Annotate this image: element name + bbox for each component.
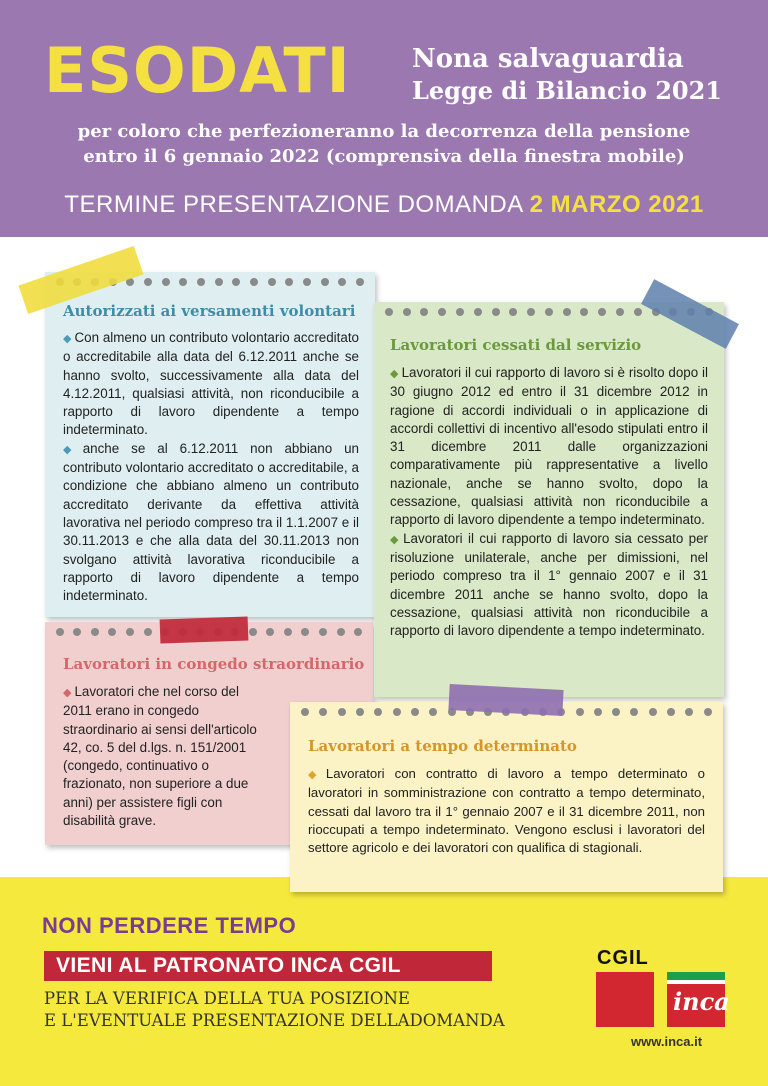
diamond-bullet-icon: ◆	[63, 687, 72, 699]
cta-text: VIENI AL PATRONATO INCA CGIL	[56, 954, 401, 977]
card-cessati-servizio	[374, 302, 724, 697]
cgil-logo-text: CGIL	[597, 947, 649, 969]
inca-logo	[667, 972, 730, 1027]
list-item: ◆ Lavoratori il cui rapporto di lavoro si è risolto dopo il 30 giugno 2012 ed entro il 31 dicembre 2012 in ragione di accordi individuali o in applicazione di accordi collettivi di incentivo all'esodo stipulati entro il 31 dicembre 2011 dalle organizzazioni comparativamente più rappresentative a livello nazionale, anche se hanno svolto, dopo la cessazione, qualsiasi attività non riconducibile a rapporto di lavoro dipendente a tempo indeterminato.	[390, 365, 708, 528]
card-tempo-determinato	[290, 702, 723, 892]
card-versamenti-volontari	[45, 272, 375, 617]
red-tape	[160, 616, 249, 643]
diamond-bullet-icon: ◆	[63, 333, 72, 345]
description-line-2: entro il 6 gennaio 2022 (comprensiva della finestra mobile)	[83, 146, 685, 167]
footer-line-1: PER LA VERIFICA DELLA TUA POSIZIONE	[44, 989, 410, 1008]
inca-logo-text: inca	[673, 987, 730, 1016]
page-title: ESODATI	[44, 34, 351, 107]
list-item: ◆ anche se al 6.12.2011 non abbiano un contributo volontario accreditato o accreditabile, a condizione che abbiano almeno un contributo accreditato derivante da effettiva attività lavorativa nel periodo compreso tra il 1.1.2007 e il 30.11.2013 e che alla data del 30.11.2013 non svolgano attività lavorativa riconducibile a rapporto di lavoro dipendente a tempo indeterminato.	[63, 440, 359, 604]
card-title: Lavoratori a tempo determinato	[308, 737, 577, 755]
subtitle-legge: Legge di Bilancio 2021	[412, 76, 722, 105]
card-title: Lavoratori cessati dal servizio	[390, 336, 642, 354]
diamond-bullet-icon: ◆	[390, 533, 401, 546]
deadline-label: TERMINE PRESENTAZIONE DOMANDA	[64, 191, 523, 218]
website-link[interactable]: www.inca.it	[631, 1034, 703, 1049]
diamond-bullet-icon: ◆	[63, 443, 80, 456]
subtitle-salvaguardia: Nona salvaguardia	[412, 44, 684, 74]
footer-description	[44, 988, 505, 1032]
diamond-bullet-icon: ◆	[390, 368, 399, 380]
footer-line-2: E L'EVENTUALE PRESENTAZIONE DELLADOMANDA	[44, 1011, 505, 1030]
card-title: Autorizzati ai versamenti volontari	[63, 302, 356, 320]
deadline-date: 2 MARZO 2021	[529, 191, 704, 218]
card-body	[308, 765, 705, 857]
card-body	[390, 364, 708, 640]
list-item: ◆ Lavoratori con contratto di lavoro a tempo determinato o lavoratori in somministrazione con contratto a tempo determinato, cessati dal lavoro tra il 1° gennaio 2007 e il 31 dicembre 2011, non rioccupati a tempo indeterminato. Vengono esclusi i lavoratori del settore agricolo e dei lavoratori con qualifica di stagionali.	[308, 766, 705, 856]
deadline-banner	[0, 190, 768, 220]
list-item: ◆ Con almeno un contributo volontario accreditato o accreditabile alla data del 6.12.2011 anche se hanno svolto, successivamente alla data del 4.12.2011, qualsiasi attività, non riconducibile a rapporto di lavoro dipendente a tempo indeterminato.	[63, 330, 359, 438]
list-item: ◆ Lavoratori che nel corso del 2011 erano in congedo straordinario ai sensi dell'articolo 42, co. 5 del d.lgs. n. 151/2001 (congedo, continuativo o frazionato, non superiore a due anni) per assistere figli con disabilità grave.	[63, 684, 257, 829]
description-line-1: per coloro che perfezioneranno la decorrenza della pensione	[77, 121, 691, 142]
footer-headline: NON PERDERE TEMPO	[42, 913, 297, 938]
description	[20, 119, 748, 169]
cgil-logo	[596, 972, 654, 1027]
card-body	[63, 329, 359, 605]
card-body	[63, 683, 271, 830]
list-item: ◆ Lavoratori il cui rapporto di lavoro sia cessato per risoluzione unilaterale, anche per dimissioni, nel periodo compreso tra il 1° gennaio 2007 e il 31 dicembre 2011 anche se hanno svolto, dopo la cessazione, qualsiasi attività non riconducibile a rapporto di lavoro dipendente a tempo indeterminato.	[390, 530, 708, 639]
card-title: Lavoratori in congedo straordinario	[63, 655, 365, 673]
diamond-bullet-icon: ◆	[308, 769, 323, 781]
